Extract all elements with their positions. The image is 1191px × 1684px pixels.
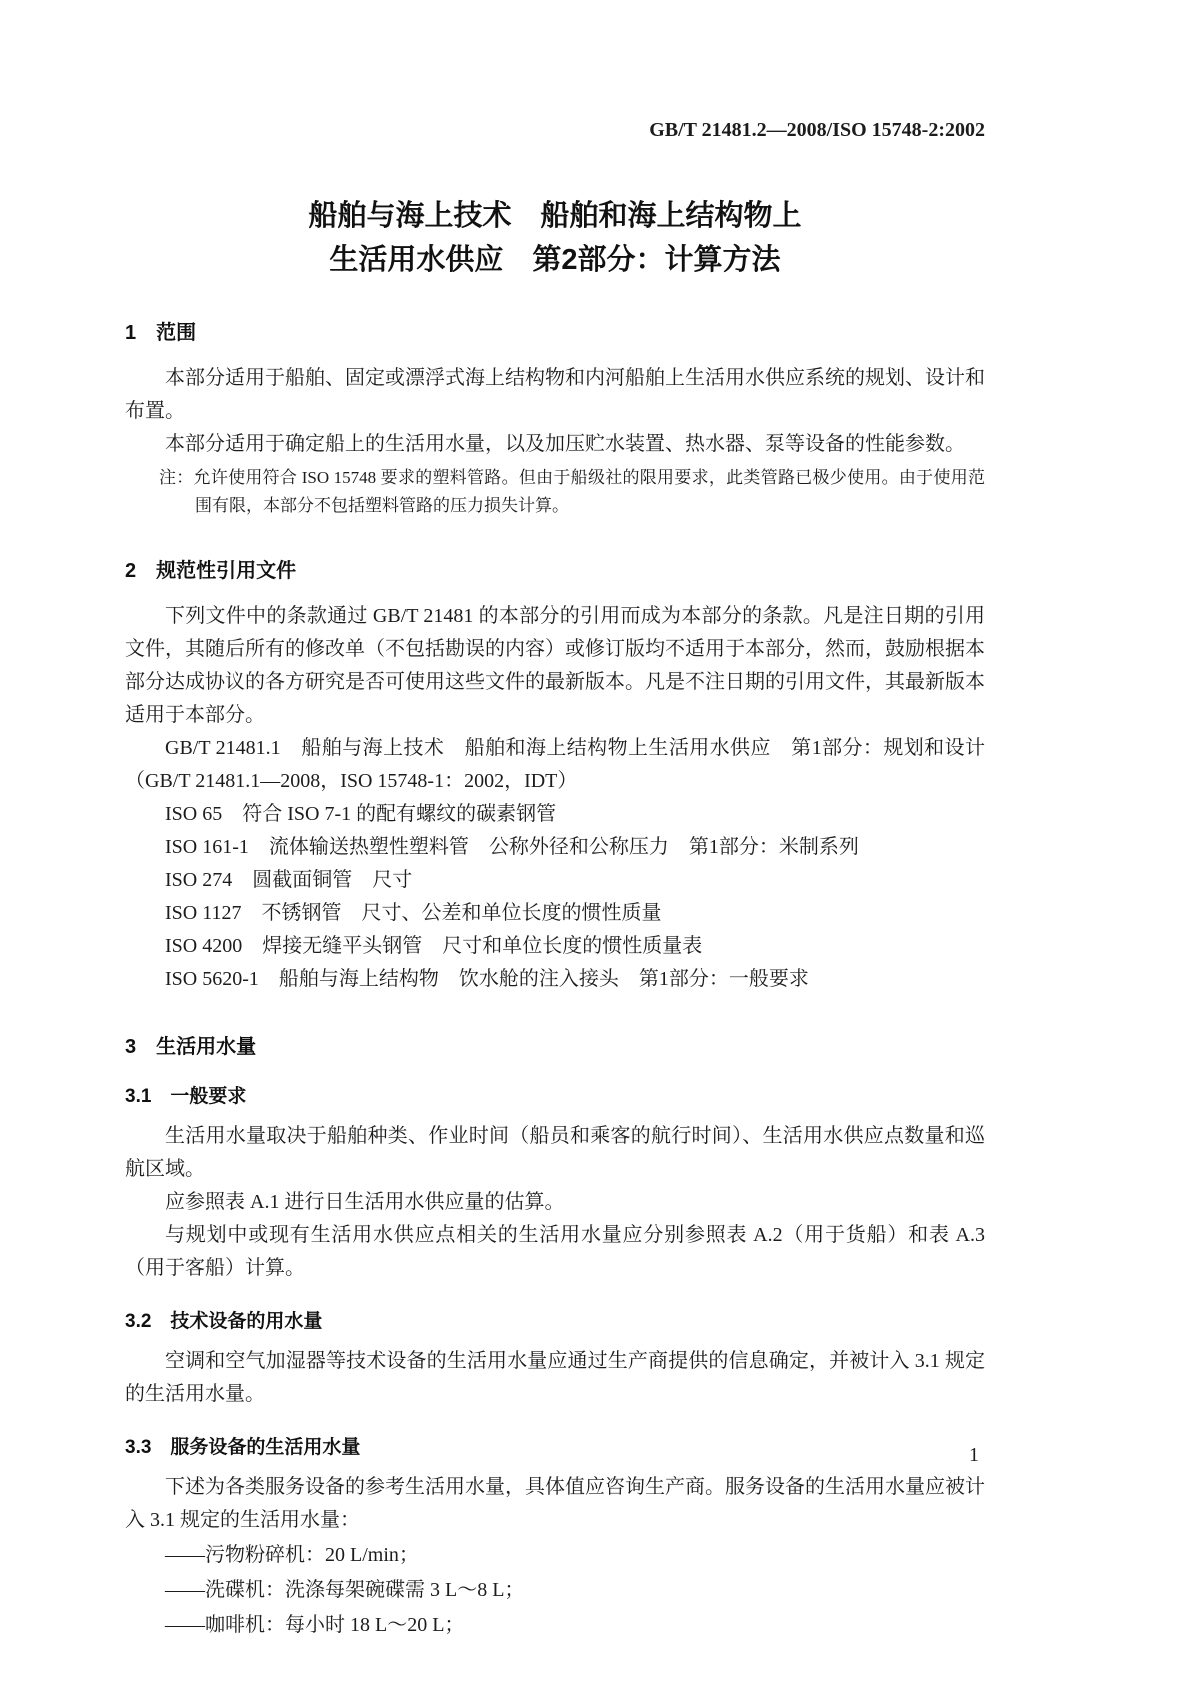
scope-note: 注：允许使用符合 ISO 15748 要求的塑料管路。但由于船级社的限用要求，此类管路已极少使用。由于使用范围有限，本部分不包括塑料管路的压力损失计算。: [159, 468, 985, 515]
list-item: ——污物粉碎机：20 L/min；: [165, 1544, 419, 1566]
list-item: ——洗碟机：洗涤每架碗碟需 3 L～8 L；: [165, 1579, 525, 1601]
page-number: 1: [969, 1444, 979, 1466]
reference-item: ISO 65 符合 ISO 7-1 的配有螺纹的碳素钢管: [165, 803, 557, 825]
document-title: [125, 194, 985, 282]
reference-item: ISO 274 圆截面铜管 尺寸: [165, 869, 413, 891]
reference-item: ISO 1127 不锈钢管 尺寸、公差和单位长度的惯性质量: [165, 902, 662, 924]
reference-item: ISO 5620-1 船舶与海上结构物 饮水舱的注入接头 第1部分：一般要求: [165, 968, 809, 990]
section-3-2-paragraph-1: 空调和空气加湿器等技术设备的生活用水量应通过生产商提供的信息确定，并被计入 3.1 规定的生活用水量。: [125, 1350, 985, 1405]
section-3-1-heading: 3.1 一般要求: [125, 1086, 247, 1107]
section-2-heading: 2 规范性引用文件: [125, 560, 297, 582]
reference-item: ISO 4200 焊接无缝平头钢管 尺寸和单位长度的惯性质量表: [165, 935, 703, 957]
section-3-3-paragraph-1: 下述为各类服务设备的参考生活用水量，具体值应咨询生产商。服务设备的生活用水量应被计入 3.1 规定的生活用水量：: [125, 1476, 985, 1531]
document-title-line1: 船舶与海上技术 船舶和海上结构物上: [308, 200, 802, 232]
scope-paragraph-2: 本部分适用于确定船上的生活用水量，以及加压贮水装置、热水器、泵等设备的性能参数。: [165, 433, 965, 455]
normative-references-intro: 下列文件中的条款通过 GB/T 21481 的本部分的引用而成为本部分的条款。凡是注日期的引用文件，其随后所有的修改单（不包括勘误的内容）或修订版均不适用于本部分，然而，鼓励根据本部分达成协议的各方研究是否可使用这些文件的最新版本。凡是不注日期的引用文件，其最新版本适用于本部分。: [125, 605, 985, 726]
section-3-heading: 3 生活用水量: [125, 1036, 257, 1058]
section-3-3-heading: 3.3 服务设备的生活用水量: [125, 1437, 361, 1458]
scope-paragraph-1: 本部分适用于船舶、固定或漂浮式海上结构物和内河船舶上生活用水供应系统的规划、设计和布置。: [125, 367, 985, 422]
section-1-heading: 1 范围: [125, 322, 197, 344]
reference-item: GB/T 21481.1 船舶与海上技术 船舶和海上结构物上生活用水供应 第1部分：规划和设计（GB/T 21481.1—2008，ISO 15748-1：2002，IDT）: [125, 737, 985, 792]
reference-item: ISO 161-1 流体输送热塑性塑料管 公称外径和公称压力 第1部分：米制系列: [165, 836, 859, 858]
document-title-line2: 生活用水供应 第2部分：计算方法: [329, 244, 781, 276]
section-3-1-paragraph-2: 应参照表 A.1 进行日生活用水供应量的估算。: [165, 1191, 565, 1213]
section-3-1-paragraph-1: 生活用水量取决于船舶种类、作业时间（船员和乘客的航行时间）、生活用水供应点数量和巡航区域。: [125, 1125, 985, 1180]
section-3-1-paragraph-3: 与规划中或现有生活用水供应点相关的生活用水量应分别参照表 A.2（用于货船）和表 A.3（用于客船）计算。: [125, 1224, 985, 1279]
section-3-2-heading: 3.2 技术设备的用水量: [125, 1311, 323, 1332]
list-item: ——咖啡机：每小时 18 L～20 L；: [165, 1614, 465, 1636]
standard-number: GB/T 21481.2—2008/ISO 15748-2:2002: [649, 119, 985, 141]
